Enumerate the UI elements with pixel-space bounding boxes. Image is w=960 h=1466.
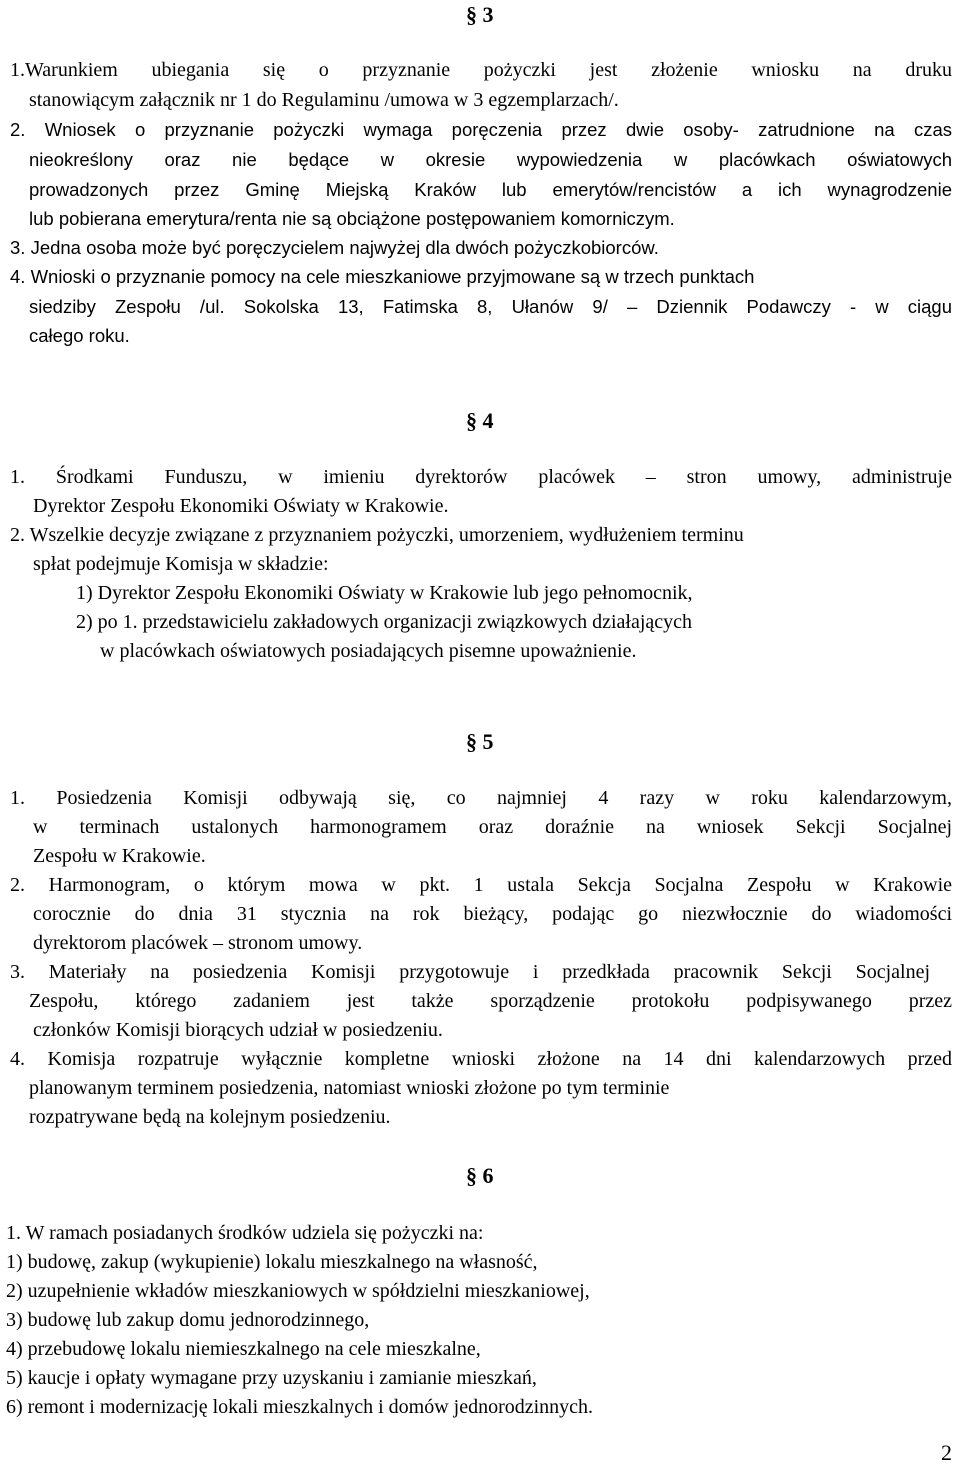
paragraph-line: planowanym terminem posiedzenia, natomiast wnioski złożone po tym terminie: [29, 1077, 670, 1099]
paragraph-line: Zespołu w Krakowie.: [33, 845, 206, 867]
list-item: 5) kaucje i opłaty wymagane przy uzyskaniu i zamianie mieszkań,: [6, 1367, 537, 1389]
paragraph-line: Dyrektor Zespołu Ekonomiki Oświaty w Krakowie.: [33, 495, 449, 517]
paragraph-line: spłat podejmuje Komisja w składzie:: [33, 553, 329, 575]
paragraph-line: w placówkach oświatowych posiadających pisemne upoważnienie.: [100, 640, 637, 662]
list-item: 1) budowę, zakup (wykupienie) lokalu mieszkalnego na własność,: [6, 1251, 538, 1273]
paragraph-line: stanowiącym załącznik nr 1 do Regulaminu /umowa w 3 egzemplarzach/.: [29, 89, 619, 111]
paragraph-line: nieokreślony oraz nie będące w okresie wypowiedzenia w placówkach oświatowych: [29, 149, 952, 170]
paragraph-line: 2. Harmonogram, o którym mowa w pkt. 1 ustala Sekcja Socjalna Zespołu w Krakowie: [10, 874, 952, 896]
paragraph-line: 4. Wnioski o przyznanie pomocy na cele mieszkaniowe przyjmowane są w trzech punktach: [10, 266, 755, 287]
paragraph-line: prowadzonych przez Gminę Miejską Kraków lub emerytów/rencistów a ich wynagrodzenie: [29, 179, 952, 200]
paragraph-line: 2) po 1. przedstawicielu zakładowych organizacji związkowych działających: [76, 611, 693, 633]
paragraph-line: dyrektorom placówek – stronom umowy.: [33, 932, 363, 954]
paragraph-line: 2. Wniosek o przyznanie pożyczki wymaga poręczenia przez dwie osoby- zatrudnione na czas: [10, 119, 952, 140]
paragraph-line: 2. Wszelkie decyzje związane z przyznaniem pożyczki, umorzeniem, wydłużeniem terminu: [10, 524, 744, 546]
list-item: 6) remont i modernizację lokali mieszkalnych i domów jednorodzinnych.: [6, 1396, 594, 1418]
paragraph-line: 1. W ramach posiadanych środków udziela się pożyczki na:: [6, 1222, 484, 1244]
paragraph-line: lub pobierana emerytura/renta nie są obciążone postępowaniem komorniczym.: [29, 208, 675, 229]
paragraph-line: 4. Komisja rozpatruje wyłącznie kompletne wnioski złożone na 14 dni kalendarzowych przed: [10, 1048, 952, 1070]
paragraph-line: Zespołu, którego zadaniem jest także sporządzenie protokołu podpisywanego przez: [29, 990, 952, 1012]
section-header-6: § 6: [466, 1163, 494, 1188]
paragraph-line: 3. Materiały na posiedzenia Komisji przygotowuje i przedkłada pracownik Sekcji Socjalnej: [10, 961, 930, 983]
page-number: 2: [941, 1440, 952, 1465]
section-header-5: § 5: [466, 729, 494, 754]
paragraph-line: całego roku.: [29, 325, 130, 346]
list-item: 4) przebudowę lokalu niemieszkalnego na cele mieszkalne,: [6, 1338, 481, 1360]
paragraph-line: 1. Posiedzenia Komisji odbywają się, co najmniej 4 razy w roku kalendarzowym,: [10, 787, 952, 809]
paragraph-line: rozpatrywane będą na kolejnym posiedzeniu.: [29, 1106, 391, 1128]
paragraph-line: 1. Środkami Funduszu, w imieniu dyrektorów placówek – stron umowy, administruje: [10, 466, 952, 488]
paragraph-line: 1.Warunkiem ubiegania się o przyznanie pożyczki jest złożenie wniosku na druku: [10, 59, 952, 81]
list-item: 3) budowę lub zakup domu jednorodzinnego,: [6, 1309, 370, 1331]
paragraph-line: 1) Dyrektor Zespołu Ekonomiki Oświaty w Krakowie lub jego pełnomocnik,: [76, 582, 693, 604]
paragraph-line: corocznie do dnia 31 stycznia na rok bieżący, podając go niezwłocznie do wiadomości: [33, 903, 952, 925]
paragraph-line: członków Komisji biorących udział w posiedzeniu.: [33, 1019, 443, 1041]
list-item: 2) uzupełnienie wkładów mieszkaniowych w spółdzielni mieszkaniowej,: [6, 1280, 590, 1302]
paragraph-line: 3. Jedna osoba może być poręczycielem najwyżej dla dwóch pożyczkobiorców.: [10, 237, 659, 258]
paragraph-line: siedziby Zespołu /ul. Sokolska 13, Fatimska 8, Ułanów 9/ – Dziennik Podawczy - w ciągu: [29, 296, 952, 317]
section-header-4: § 4: [466, 408, 494, 433]
section-header-3: § 3: [466, 2, 494, 27]
paragraph-line: w terminach ustalonych harmonogramem oraz doraźnie na wniosek Sekcji Socjalnej: [33, 816, 952, 838]
